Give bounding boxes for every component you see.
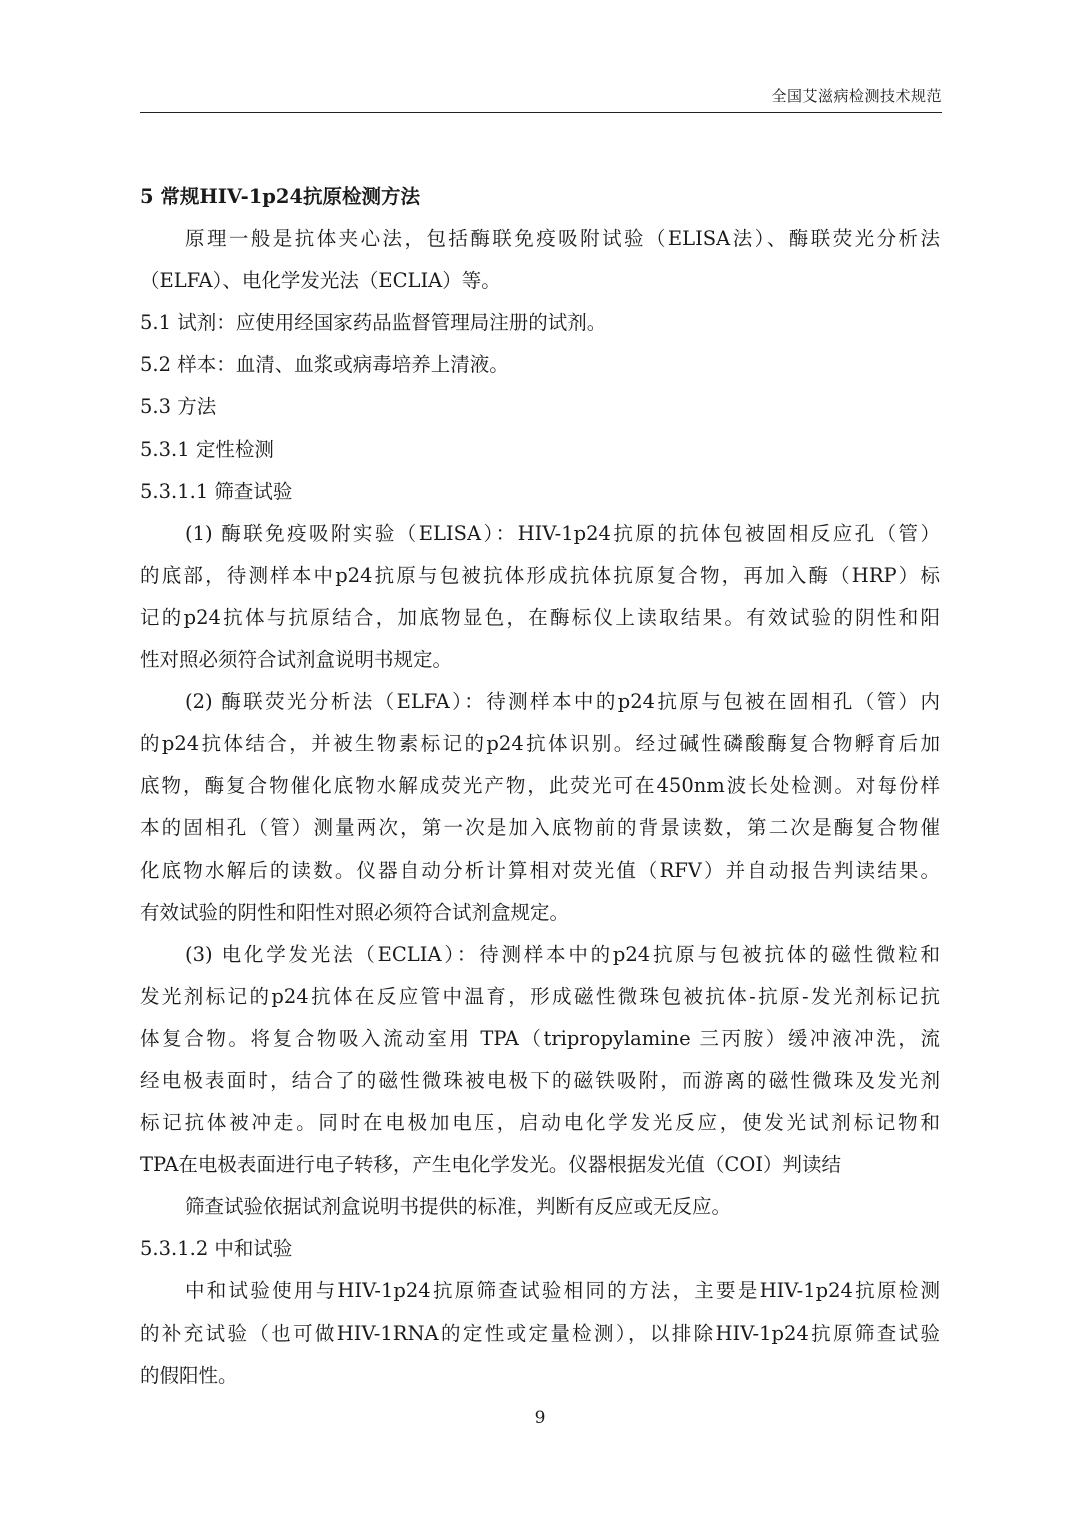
text-line: (1) 酶联免疫吸附实验（ELISA）：HIV-1p24抗原的抗体包被固相反应孔（管）: [185, 521, 940, 545]
text-line: 本的固相孔（管）测量两次，第一次是加入底物前的背景读数，第二次是酶复合物催: [140, 816, 940, 840]
text-line: 筛查试验依据试剂盒说明书提供的标准，判断有反应或无反应。: [185, 1195, 732, 1219]
text-line: 底物，酶复合物催化底物水解成荧光产物，此荧光可在450nm波长处检测。对每份样: [140, 774, 940, 798]
text-line: 性对照必须符合试剂盒说明书规定。: [140, 648, 453, 672]
page-body: [140, 176, 940, 1397]
text-line: 5.1 试剂：应使用经国家药品监督管理局注册的试剂。: [140, 311, 607, 335]
text-line: TPA在电极表面进行电子转移，产生电化学发光。仪器根据发光值（COI）判读结: [140, 1153, 842, 1177]
text-line: 的补充试验（也可做HIV-1RNA的定性或定量检测），以排除HIV-1p24抗原筛查试验: [140, 1321, 940, 1345]
text-line: 原理一般是抗体夹心法，包括酶联免疫吸附试验（ELISA法）、酶联荧光分析法: [185, 227, 940, 251]
text-line: 5.3 方法: [140, 395, 217, 419]
text-line: 记的p24抗体与抗原结合，加底物显色，在酶标仪上读取结果。有效试验的阴性和阳: [140, 605, 940, 629]
text-line: 经电极表面时，结合了的磁性微珠被电极下的磁铁吸附，而游离的磁性微珠及发光剂: [140, 1068, 940, 1092]
text-line: 5.2 样本：血清、血浆或病毒培养上清液。: [140, 353, 509, 377]
text-line: 的p24抗体结合，并被生物素标记的p24抗体识别。经过碱性磷酸酶复合物孵育后加: [140, 732, 940, 756]
text-line: 体复合物。将复合物吸入流动室用 TPA（tripropylamine 三丙胺）缓冲液冲洗，流: [140, 1026, 940, 1050]
running-header: [140, 84, 942, 113]
text-line: 中和试验使用与HIV-1p24抗原筛查试验相同的方法，主要是HIV-1p24抗原检测: [185, 1279, 940, 1303]
page-number: 9: [534, 1408, 546, 1428]
text-line: 的底部，待测样本中p24抗原与包被抗体形成抗体抗原复合物，再加入酶（HRP）标: [140, 563, 940, 587]
text-line: (2) 酶联荧光分析法（ELFA）：待测样本中的p24抗原与包被在固相孔（管）内: [185, 690, 940, 714]
text-line: 化底物水解后的读数。仪器自动分析计算相对荧光值（RFV）并自动报告判读结果。: [140, 858, 940, 882]
text-line: 的假阳性。: [140, 1363, 238, 1387]
section-heading: 5 常规HIV-1p24抗原检测方法: [140, 185, 421, 208]
text-line: (3) 电化学发光法（ECLIA）：待测样本中的p24抗原与包被抗体的磁性微粒和: [185, 942, 940, 966]
text-line: 有效试验的阴性和阳性对照必须符合试剂盒规定。: [140, 900, 570, 924]
text-line: 发光剂标记的p24抗体在反应管中温育，形成磁性微珠包被抗体-抗原-发光剂标记抗: [140, 984, 940, 1008]
text-line: 5.3.1.2 中和试验: [140, 1237, 293, 1261]
text-line: 5.3.1.1 筛查试验: [140, 479, 293, 503]
text-line: 5.3.1 定性检测: [140, 437, 274, 461]
text-line: （ELFA）、电化学发光法（ECLIA）等。: [140, 269, 501, 293]
text-line: 标记抗体被冲走。同时在电极加电压，启动电化学发光反应，使发光试剂标记物和: [140, 1111, 940, 1135]
header-title: 全国艾滋病检测技术规范: [771, 87, 942, 105]
